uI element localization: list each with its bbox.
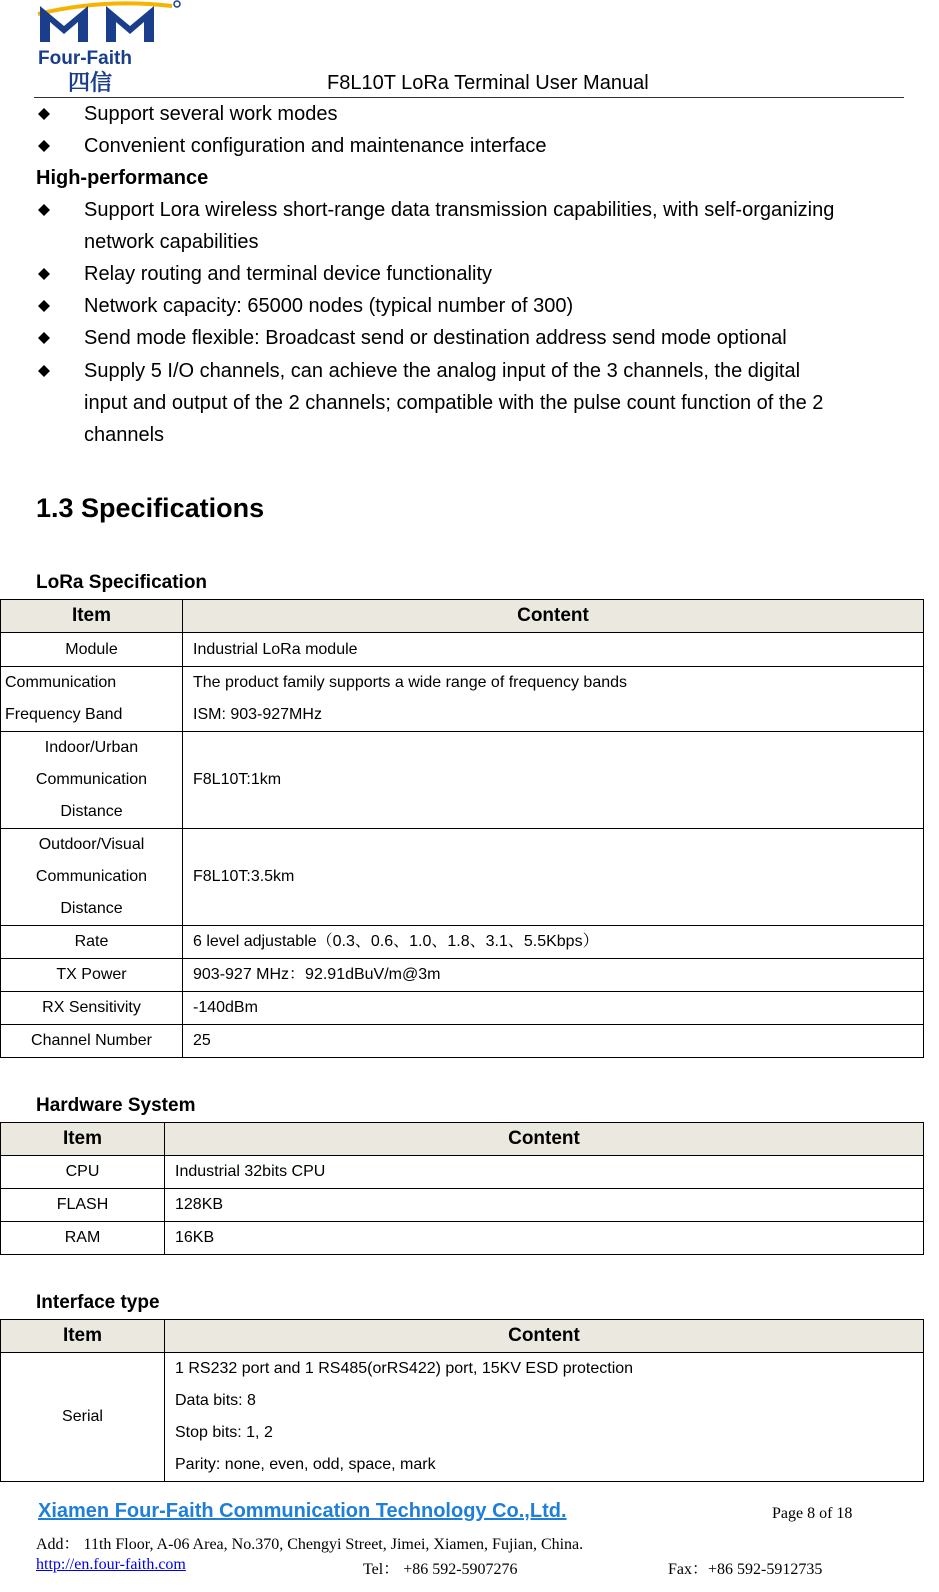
content-cell: Industrial 32bits CPU [165, 1156, 924, 1189]
column-header-item: Item [1, 1320, 165, 1353]
column-header-item: Item [1, 1123, 165, 1156]
content-cell: 6 level adjustable（0.3、0.6、1.0、1.8、3.1、5.5Kbps） [183, 926, 924, 959]
list-item [38, 130, 898, 162]
company-logo [34, 0, 194, 96]
interface-type-table [0, 1319, 924, 1482]
content-cell: 128KB [165, 1189, 924, 1222]
table-row [1, 667, 924, 732]
column-header-item: Item [1, 600, 183, 633]
footer-website-link[interactable]: http://en.four-faith.com [36, 1556, 186, 1573]
table-header-row [1, 600, 924, 633]
bullet-text: Network capacity: 65000 nodes (typical number of 300) [84, 295, 574, 317]
logo-text: Four-Faith [38, 48, 132, 69]
hardware-system-table [0, 1122, 924, 1255]
list-item [38, 98, 898, 130]
item-cell: Serial [1, 1353, 165, 1482]
diamond-bullet-icon [38, 300, 50, 312]
interface-type-heading: Interface type [36, 1292, 160, 1313]
table-row [1, 1189, 924, 1222]
table-row [1, 829, 924, 926]
bullet-text: Convenient configuration and maintenance interface [84, 135, 547, 157]
high-performance-heading: High-performance [36, 167, 209, 189]
content-cell: 16KB [165, 1222, 924, 1255]
column-header-content: Content [165, 1123, 924, 1156]
bullet-text: input and output of the 2 channels; compatible with the pulse count function of the 2 [84, 392, 824, 414]
column-header-content: Content [165, 1320, 924, 1353]
footer-address: Add： 11th Floor, A-06 Area, No.370, Chengyi Street, Jimei, Xiamen, Fujian, China. [36, 1536, 584, 1553]
item-cell: TX Power [1, 959, 183, 992]
hardware-system-heading: Hardware System [36, 1095, 196, 1116]
list-item [38, 194, 898, 258]
bullet-text: channels [84, 424, 165, 446]
diamond-bullet-icon [38, 268, 50, 280]
item-cell: RX Sensitivity [1, 992, 183, 1025]
list-item [38, 322, 898, 354]
bullet-text: Support Lora wireless short-range data transmission capabilities, with self-organizing [84, 199, 835, 221]
diamond-bullet-icon [38, 108, 50, 120]
item-cell: RAM [1, 1222, 165, 1255]
section-title: 1.3 Specifications [36, 493, 265, 523]
diamond-bullet-icon [38, 332, 50, 344]
bullet-text: Relay routing and terminal device functionality [84, 263, 492, 285]
bullet-text: network capabilities [84, 231, 259, 253]
four-faith-logo-icon [34, 0, 194, 96]
item-cell: Channel Number [1, 1025, 183, 1058]
table-header-row [1, 1320, 924, 1353]
content-cell: F8L10T:1km [183, 732, 924, 829]
table-row [1, 959, 924, 992]
content-cell: 25 [183, 1025, 924, 1058]
diamond-bullet-icon [38, 204, 50, 216]
list-item [38, 290, 898, 322]
list-item [38, 355, 898, 451]
footer-fax: Fax：+86 592-5912735 [668, 1561, 823, 1578]
bullet-text: Support several work modes [84, 103, 338, 125]
table-row [1, 732, 924, 829]
content-cell: Industrial LoRa module [183, 633, 924, 667]
lora-spec-table [0, 599, 924, 1058]
table-row [1, 633, 924, 667]
footer-telephone: Tel： +86 592-5907276 [363, 1561, 518, 1578]
page-number: Page 8 of 18 [772, 1505, 853, 1522]
table-row [1, 1025, 924, 1058]
item-cell: FLASH [1, 1189, 165, 1222]
item-cell: Indoor/Urban Communication Distance [1, 732, 183, 829]
content-cell: F8L10T:3.5km [183, 829, 924, 926]
column-header-content: Content [183, 600, 924, 633]
item-cell: Rate [1, 926, 183, 959]
item-cell: Communication Frequency Band [1, 667, 183, 732]
item-cell: CPU [1, 1156, 165, 1189]
content-cell: -140dBm [183, 992, 924, 1025]
content-cell: 1 RS232 port and 1 RS485(orRS422) port, 15KV ESD protection Data bits: 8 Stop bits: 1, 2 Parity: none, even, odd, space, mark [165, 1353, 924, 1482]
item-cell: Module [1, 633, 183, 667]
footer-company-name: Xiamen Four-Faith Communication Technology Co.,Ltd. [38, 1500, 567, 1522]
bullet-text: Supply 5 I/O channels, can achieve the analog input of the 3 channels, the digital [84, 360, 801, 382]
item-cell: Outdoor/Visual Communication Distance [1, 829, 183, 926]
table-row [1, 926, 924, 959]
logo-cn-text: 四信 [68, 71, 113, 96]
table-row [1, 992, 924, 1025]
bullet-text: Send mode flexible: Broadcast send or destination address send mode optional [84, 327, 787, 349]
table-header-row [1, 1123, 924, 1156]
list-item [38, 258, 898, 290]
document-title: F8L10T LoRa Terminal User Manual [327, 72, 649, 94]
table-row [1, 1156, 924, 1189]
content-cell: The product family supports a wide range of frequency bands ISM: 903-927MHz [183, 667, 924, 732]
diamond-bullet-icon [38, 365, 50, 377]
diamond-bullet-icon [38, 140, 50, 152]
table-row [1, 1222, 924, 1255]
lora-spec-heading: LoRa Specification [36, 572, 208, 593]
table-row [1, 1353, 924, 1482]
content-cell: 903-927 MHz：92.91dBuV/m@3m [183, 959, 924, 992]
